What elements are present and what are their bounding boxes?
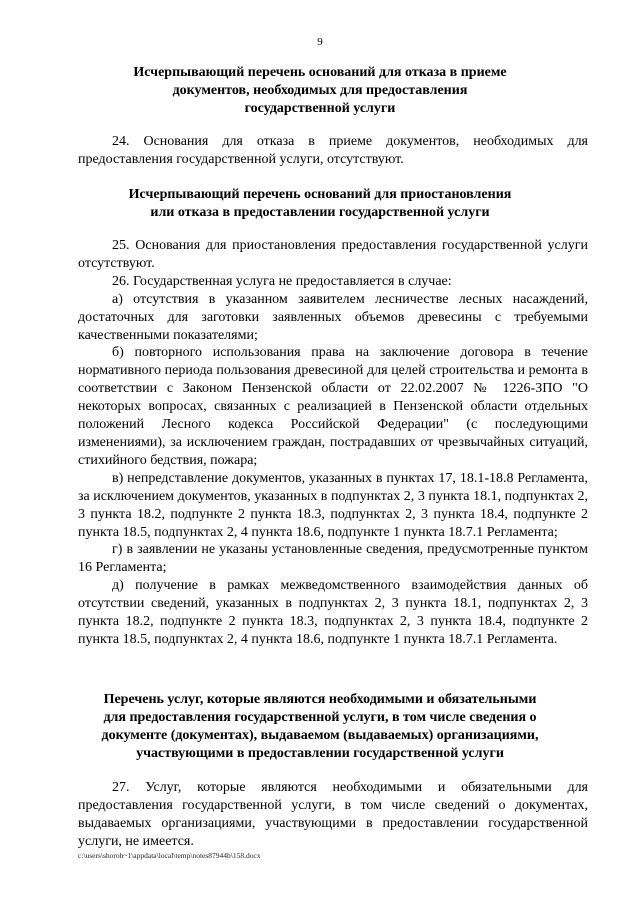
paragraph-26b: б) повторного использования права на заключение договора в течение нормативного периода пользования древесиной для целей строительства и ремонта в соответствии с Законом Пензенской области от 22.02.2007 № 1226-ЗПО "О некоторых вопросах, связанных с реализацией в Пензенской области отдельных положений Лесного кодекса Российской Федерации" (с последующими изменениями), за исключением граждан, пострадавших от чрезвычайных ситуаций, стихийного бедствия, пожара; <box>78 345 588 468</box>
heading-line: Исчерпывающий перечень оснований для приостановления <box>128 187 512 202</box>
paragraph-26a: а) отсутствия в указанном заявителем лесничестве лесных насаждений, достаточных для заготовки заявленных объемов древесины с требуемыми качественными показателями; <box>78 291 588 343</box>
heading-line: для предоставления государственной услуги, в том числе сведения о <box>103 710 537 725</box>
heading-line: участвующими в предоставлении государственной услуги <box>136 746 504 761</box>
heading-line: документов, необходимых для предоставления <box>172 83 468 98</box>
paragraph-24: 24. Основания для отказа в приеме документов, необходимых для предоставления государственной услуги, отсутствуют. <box>78 134 588 167</box>
paragraph-25: 25. Основания для приостановления предоставления государственной услуги отсутствуют. <box>78 238 588 271</box>
section-body-suspension <box>78 237 588 649</box>
section-body-refusal-acceptance <box>78 133 588 169</box>
footer-file-path: c:\users\shoroh~1\appdata\local\temp\notes87944b\158.docx <box>78 851 261 860</box>
paragraph-27: 27. Услуг, которые являются необходимыми и обязательными для предоставления государственной услуги, в том числе сведений о документах, выдаваемых организациями, участвующими в предоставлении государственной услуги, не имеется. <box>78 780 588 849</box>
page-number: 9 <box>317 36 323 48</box>
heading-line: Исчерпывающий перечень оснований для отказа в приеме <box>133 65 507 80</box>
paragraph-26g: г) в заявлении не указаны установленные сведения, предусмотренные пунктом 16 Регламента; <box>78 542 588 576</box>
section-body-required-services <box>78 779 588 851</box>
section-heading-suspension <box>0 186 640 222</box>
heading-line: документе (документах), выдаваемом (выдаваемых) организациями, <box>101 728 539 743</box>
section-heading-required-services <box>0 691 640 763</box>
paragraph-26v: в) непредставление документов, указанных в пунктах 17, 18.1-18.8 Регламента, за исключением документов, указанных в подпунктах 2, 3 пункта 18.1, подпунктах 2, 3 пункта 18.2, подпункте 2 пункта 18.3, подпунктах 2, 3 пункта 18.4, подпункте 2 пункта 18.5, подпунктах 2, 4 пункта 18.6, подпункте 1 пункта 18.7.1 Регламента; <box>78 470 588 540</box>
heading-line: или отказа в предоставлении государственной услуги <box>150 205 490 220</box>
section-heading-refusal-acceptance <box>0 64 640 118</box>
heading-line: Перечень услуг, которые являются необходимыми и обязательными <box>103 692 537 707</box>
paragraph-26: 26. Государственная услуга не предоставляется в случае: <box>112 273 452 289</box>
paragraph-26d: д) получение в рамках межведомственного взаимодействия данных об отсутствии сведений, указанных в подпунктах 2, 3 пункта 18.1, подпунктах 2, 3 пункта 18.2, подпункте 2 пункта 18.3, подпунктах 2, 3 пункта 18.4, подпункте 2 пункта 18.5, подпунктах 2, 4 пункта 18.6, подпункте 1 пункта 18.7.1 Регламента. <box>78 578 588 647</box>
heading-line: государственной услуги <box>244 101 396 116</box>
